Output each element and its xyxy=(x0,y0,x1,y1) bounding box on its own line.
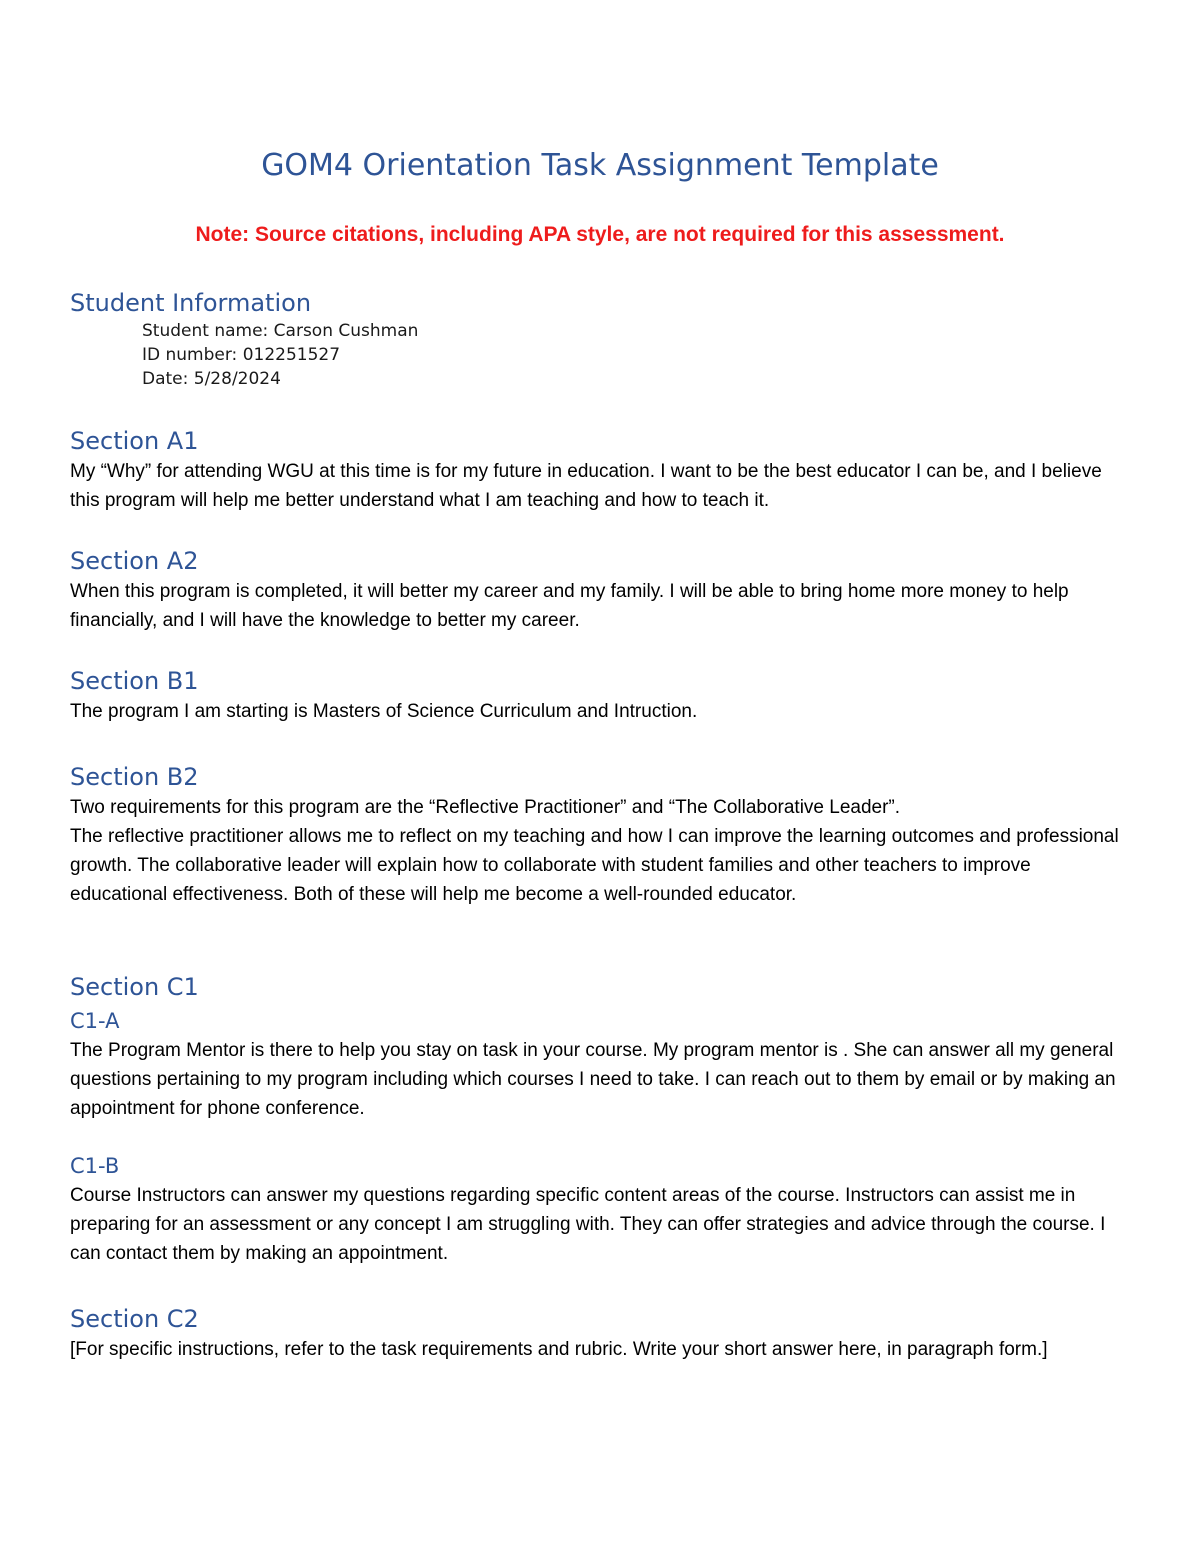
section-c2-body: [For specific instructions, refer to the task requirements and rubric. Write your short answer here, in paragraph form.] xyxy=(70,1339,1048,1360)
section-b2-heading: Section B2 xyxy=(70,763,199,791)
section-a2-body: When this program is completed, it will better my career and my family. I will be able to bring home more money to help financially, and I will have the knowledge to better my career. xyxy=(70,581,1069,631)
date-line: Date: 5/28/2024 xyxy=(142,369,281,389)
section-b2-body-line1: Two requirements for this program are the “Reflective Practitioner” and “The Collaborative Leader”. xyxy=(70,797,901,818)
student-name-line: Student name: Carson Cushman xyxy=(142,321,419,341)
section-c1b-heading: C1-B xyxy=(70,1154,120,1178)
citation-note: Note: Source citations, including APA style, are not required for this assessment. xyxy=(195,223,1005,246)
section-c1-heading: Section C1 xyxy=(70,973,199,1001)
section-a1-heading: Section A1 xyxy=(70,427,199,455)
student-information-heading: Student Information xyxy=(70,289,312,317)
section-c1a-heading: C1-A xyxy=(70,1009,120,1033)
section-a2-heading: Section A2 xyxy=(70,547,199,575)
section-a1-body: My “Why” for attending WGU at this time is for my future in education. I want to be the best educator I can be, and I believe this program will help me better understand what I am teaching and how to teach it. xyxy=(70,461,1102,511)
section-c2-heading: Section C2 xyxy=(70,1305,199,1333)
section-c1a-body: The Program Mentor is there to help you stay on task in your course. My program mentor is . She can answer all my general questions pertaining to my program including which courses I need to take. I can reach out to them by email or by making an appointment for phone conference. xyxy=(70,1040,1116,1119)
section-b2-body: The reflective practitioner allows me to reflect on my teaching and how I can improve the learning outcomes and professional growth. The collaborative leader will explain how to collaborate with student families and other teachers to improve educational effectiveness. Both of these will help me become a well-rounded educator. xyxy=(70,826,1119,905)
section-c1b-body: Course Instructors can answer my questions regarding specific content areas of the course. Instructors can assist me in preparing for an assessment or any concept I am struggling with. They can offer strategies and advice through the course. I can contact them by making an appointment. xyxy=(70,1185,1106,1264)
section-b1-heading: Section B1 xyxy=(70,667,199,695)
student-id-line: ID number: 012251527 xyxy=(142,345,341,365)
section-b1-body: The program I am starting is Masters of Science Curriculum and Intruction. xyxy=(70,701,698,722)
document-title: GOM4 Orientation Task Assignment Template xyxy=(261,148,939,183)
